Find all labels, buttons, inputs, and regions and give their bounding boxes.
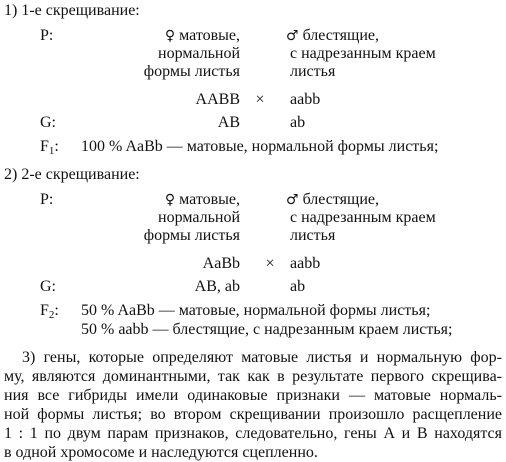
- section1-f-sub: 1: [48, 145, 55, 157]
- female-symbol-icon: ♀: [164, 28, 176, 44]
- conclusion-line-2: му, являются доминантными, так как в результате первого скрещива-: [4, 368, 502, 385]
- section2-gamete-male: ab: [290, 278, 306, 295]
- section1-cross-sign: ×: [255, 91, 265, 108]
- section1-genotype-male: aabb: [290, 91, 321, 108]
- male-symbol-icon: ♂: [286, 28, 299, 44]
- section1-male-line3: листья: [290, 63, 336, 80]
- section2-f-result1: 50 % AaBb — матовые, нормальной формы листья;: [81, 302, 431, 319]
- section2-female-line1: ♀ матовые,: [164, 191, 240, 208]
- section2-cross-sign: ×: [265, 255, 275, 272]
- section1-heading: 1) 1-е скрещивание:: [4, 2, 140, 19]
- section1-f-result: 100 % AaBb — матовые, нормальной формы листья;: [81, 138, 439, 155]
- section1-genotype-female: AABB: [195, 91, 240, 108]
- conclusion-line-6: в одной хромосоме и наследуются сцепленно.: [4, 444, 318, 461]
- section2-male-line1: ♂ блестящие,: [286, 191, 380, 208]
- section2-genotype-male: aabb: [290, 255, 321, 272]
- section1-f-label: $F_1$:: [40, 138, 59, 157]
- section2-female-line2: нормальной: [158, 209, 240, 226]
- section2-p-label: P:: [40, 191, 54, 208]
- section1-male-line1: ♂ блестящие,: [286, 27, 380, 44]
- section2-genotype-female: AaBb: [202, 255, 240, 272]
- section2-male-line2: с надрезанным краем: [290, 209, 436, 226]
- section1-g-label: G:: [40, 114, 56, 131]
- conclusion-line-1: 3) гены, которые определяют матовые листья и нормальную фор-: [22, 349, 502, 366]
- section1-female-line3: формы листья: [143, 63, 240, 80]
- section2-f-sub: 2: [48, 309, 55, 321]
- section2-heading: 2) 2-е скрещивание:: [4, 166, 140, 183]
- female-symbol-icon: ♀: [164, 192, 176, 208]
- male-symbol-icon: ♂: [286, 192, 299, 208]
- section1-gamete-male: ab: [290, 114, 306, 131]
- section1-gamete-female: AB: [217, 114, 240, 131]
- section1-male-line2: с надрезанным краем: [290, 45, 436, 62]
- section2-g-label: G:: [40, 278, 56, 295]
- conclusion-line-4: ной формы листья; во втором скрещивании произошло расщепление: [4, 406, 502, 423]
- conclusion-line-3: ния все гибриды имели одинаковые признаки — матовые нормаль-: [4, 387, 502, 404]
- section2-f-result2: 50 % aabb — блестящие, с надрезанным краем листья;: [81, 321, 453, 338]
- section1-female-line1: ♀ матовые,: [164, 27, 240, 44]
- section2-female-line3: формы листья: [143, 227, 240, 244]
- section1-p-label: P:: [40, 27, 54, 44]
- section2-male-line3: листья: [290, 227, 336, 244]
- section2-gamete-female: AB, ab: [194, 278, 240, 295]
- conclusion-line-5: 1 : 1 по двум парам признаков, следовательно, гены А и В находятся: [4, 425, 502, 442]
- section1-female-line2: нормальной: [158, 45, 240, 62]
- section2-f-label: $F_2$:: [40, 302, 59, 321]
